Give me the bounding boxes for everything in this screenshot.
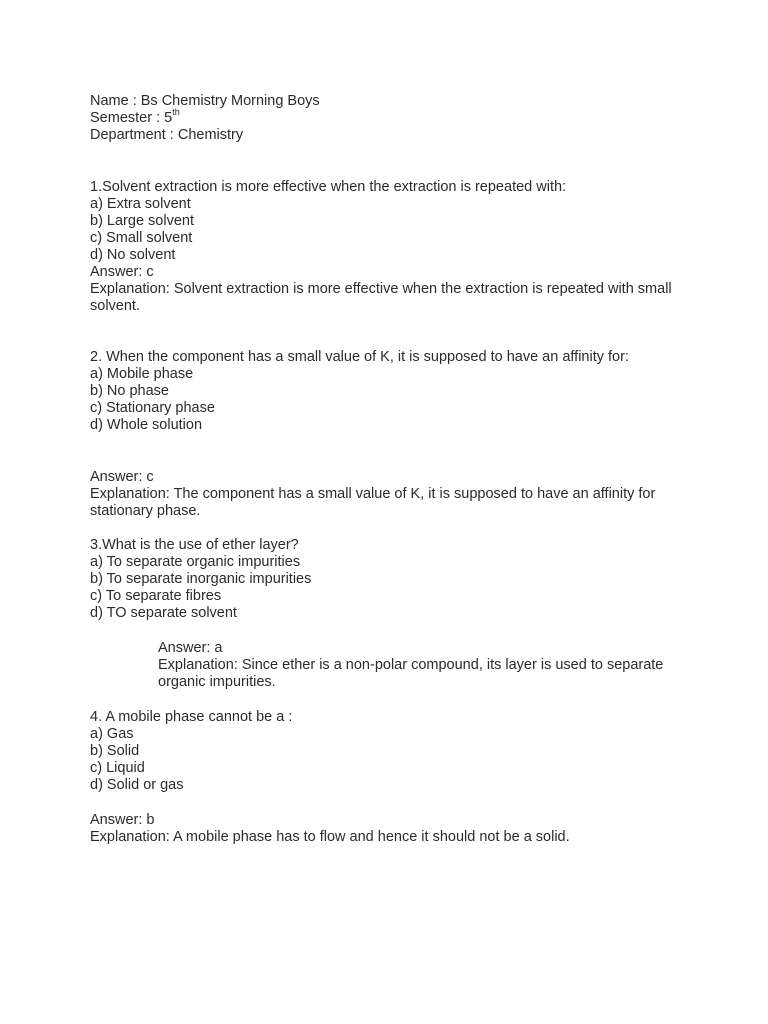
option-d: d) Whole solution [90, 417, 203, 433]
question-1-block [90, 179, 566, 281]
question-text: 1.Solvent extraction is more effective when the extraction is repeated with: [90, 179, 567, 195]
question-4-block [90, 709, 292, 794]
option-c: c) Stationary phase [90, 400, 215, 416]
option-b: b) To separate inorganic impurities [90, 571, 312, 587]
department-line: Department : Chemistry [90, 127, 244, 143]
option-a: a) To separate organic impurities [90, 554, 301, 570]
question-1-explanation [90, 281, 675, 315]
answer: Answer: b [90, 812, 155, 828]
student-name: Name : Bs Chemistry Morning Boys [90, 93, 320, 109]
semester-superscript: th [172, 107, 180, 118]
question-3-block [90, 537, 311, 622]
option-d: d) No solvent [90, 247, 176, 263]
option-b: b) No phase [90, 383, 169, 399]
option-c: c) Small solvent [90, 230, 193, 246]
question-4-answer-block [90, 812, 570, 846]
explanation-text: Explanation: A mobile phase has to flow and hence it should not be a solid. [90, 829, 570, 845]
answer: Answer: c [90, 469, 154, 485]
option-b: b) Large solvent [90, 213, 194, 229]
option-c: c) To separate fibres [90, 588, 222, 604]
question-3-answer-block [158, 640, 222, 657]
question-2-answer-block [90, 469, 154, 486]
question-2-block [90, 349, 629, 434]
option-b: b) Solid [90, 743, 140, 759]
question-text: 3.What is the use of ether layer? [90, 537, 299, 553]
option-a: a) Mobile phase [90, 366, 194, 382]
semester-label: Semester : 5 [90, 110, 173, 126]
option-a: a) Extra solvent [90, 196, 191, 212]
semester-line [90, 107, 320, 127]
explanation-text: Explanation: Since ether is a non-polar compound, its layer is used to separate organic impurities. [158, 657, 664, 690]
option-a: a) Gas [90, 726, 134, 742]
question-3-explanation [158, 657, 678, 691]
question-text: 2. When the component has a small value of K, it is supposed to have an affinity for: [90, 349, 629, 365]
option-d: d) Solid or gas [90, 777, 184, 793]
question-2-explanation [90, 486, 675, 520]
student-info [90, 93, 320, 144]
explanation-text: Explanation: Solvent extraction is more effective when the extraction is repeated with small solvent. [90, 281, 672, 314]
answer: Answer: c [90, 264, 154, 280]
option-c: c) Liquid [90, 760, 145, 776]
option-d: d) TO separate solvent [90, 605, 237, 621]
question-text: 4. A mobile phase cannot be a : [90, 709, 293, 725]
answer: Answer: a [158, 640, 223, 656]
explanation-text: Explanation: The component has a small value of K, it is supposed to have an affinity for stationary phase. [90, 486, 656, 519]
